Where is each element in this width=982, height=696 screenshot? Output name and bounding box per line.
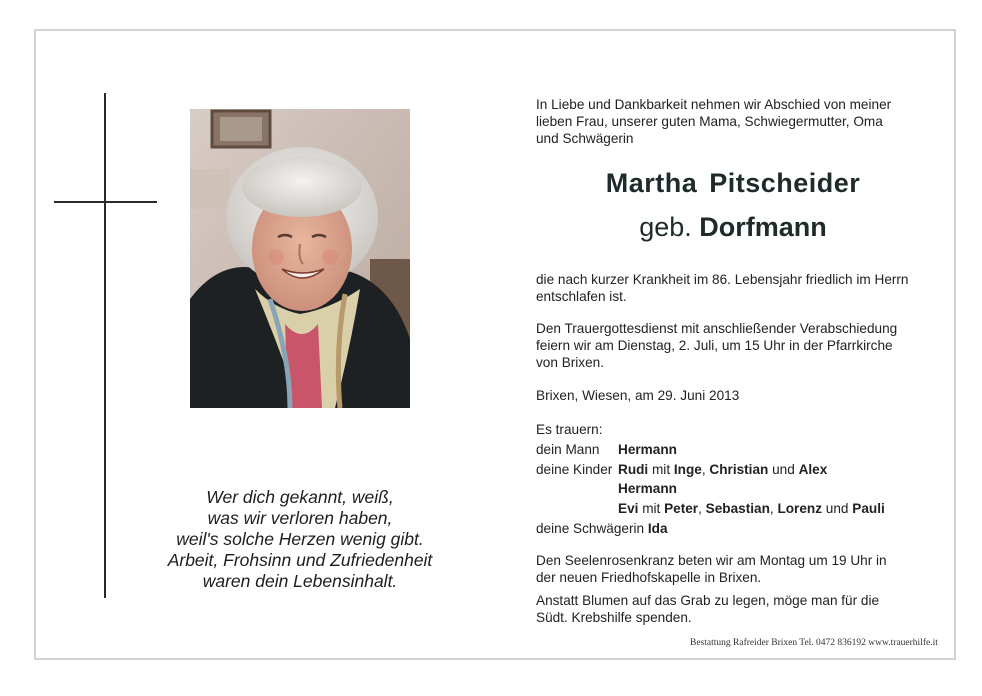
separator: , [701, 461, 706, 477]
first-name: Martha [605, 168, 698, 198]
place-date: Brixen, Wiesen, am 29. Juni 2013 [536, 388, 740, 403]
intro-line: In Liebe und Dankbarkeit nehmen wir Abschied von meiner [536, 97, 892, 112]
memorial-poem [150, 487, 450, 592]
rosary-text-line: Den Seelenrosenkranz beten wir am Montag um 19 Uhr in [536, 553, 887, 568]
relative-name: Sebastian [705, 501, 770, 517]
connector-text: mit [651, 461, 671, 477]
relative-name: Lorenz [777, 501, 823, 517]
poem-line: waren dein Lebensinhalt. [202, 571, 398, 591]
connector-text: und [772, 461, 795, 477]
deceased-name [536, 168, 930, 199]
separator: , [769, 501, 774, 517]
husband-label: dein Mann [536, 441, 600, 457]
child-name: Rudi [618, 461, 649, 477]
mourners-list [536, 420, 885, 539]
relative-name: Alex [798, 461, 828, 477]
rosary-text-line: der neuen Friedhofskapelle in Brixen. [536, 570, 762, 585]
poem-line: weil's solche Herzen wenig gibt. [176, 529, 424, 549]
funeral-home-footer: Bestattung Rafreider Brixen Tel. 0472 836192 www.trauerhilfe.it [690, 638, 938, 648]
relative-name: Christian [709, 461, 769, 477]
partner-name: Inge [673, 461, 702, 477]
cross-vertical-bar [104, 93, 106, 598]
service-text-line: Den Trauergottesdienst mit anschließender Verabschiedung [536, 321, 898, 336]
poem-line: Arbeit, Frohsinn und Zufriedenheit [167, 550, 433, 570]
sister-label: deine Schwägerin [536, 520, 645, 536]
last-name: Pitscheider [709, 168, 861, 198]
mourners-heading: Es trauern: [536, 422, 603, 437]
relative-name: Peter [664, 501, 699, 517]
portrait-photo [190, 109, 410, 408]
child-name: Hermann [618, 481, 677, 497]
poem-line: was wir verloren haben, [207, 508, 393, 528]
geb-prefix: geb. [639, 212, 692, 242]
maiden-name-line [536, 212, 930, 243]
husband-name: Hermann [618, 441, 677, 457]
connector-text: mit [642, 501, 661, 517]
separator: , [698, 501, 702, 517]
children-label: deine Kinder [536, 461, 613, 477]
intro-line: lieben Frau, unserer guten Mama, Schwiegermutter, Oma [536, 114, 883, 129]
child-name: Evi [618, 501, 639, 517]
flowers-text-line: Anstatt Blumen auf das Grab zu legen, möge man für die [536, 593, 880, 608]
death-text-line: entschlafen ist. [536, 289, 627, 304]
sister-name: Ida [647, 520, 668, 536]
service-text-line: von Brixen. [536, 355, 605, 370]
poem-line: Wer dich gekannt, weiß, [206, 487, 394, 507]
connector-text: und [825, 501, 849, 517]
death-text-line: die nach kurzer Krankheit im 86. Lebensjahr friedlich im Herrn [536, 272, 909, 287]
maiden-name: Dorfmann [699, 212, 827, 242]
cross-horizontal-bar [54, 201, 157, 203]
intro-line: und Schwägerin [536, 131, 634, 146]
service-text-line: feiern wir am Dienstag, 2. Juli, um 15 Uhr in der Pfarrkirche [536, 338, 893, 353]
flowers-text-line: Südt. Krebshilfe spenden. [536, 610, 692, 625]
relative-name: Pauli [852, 501, 885, 517]
